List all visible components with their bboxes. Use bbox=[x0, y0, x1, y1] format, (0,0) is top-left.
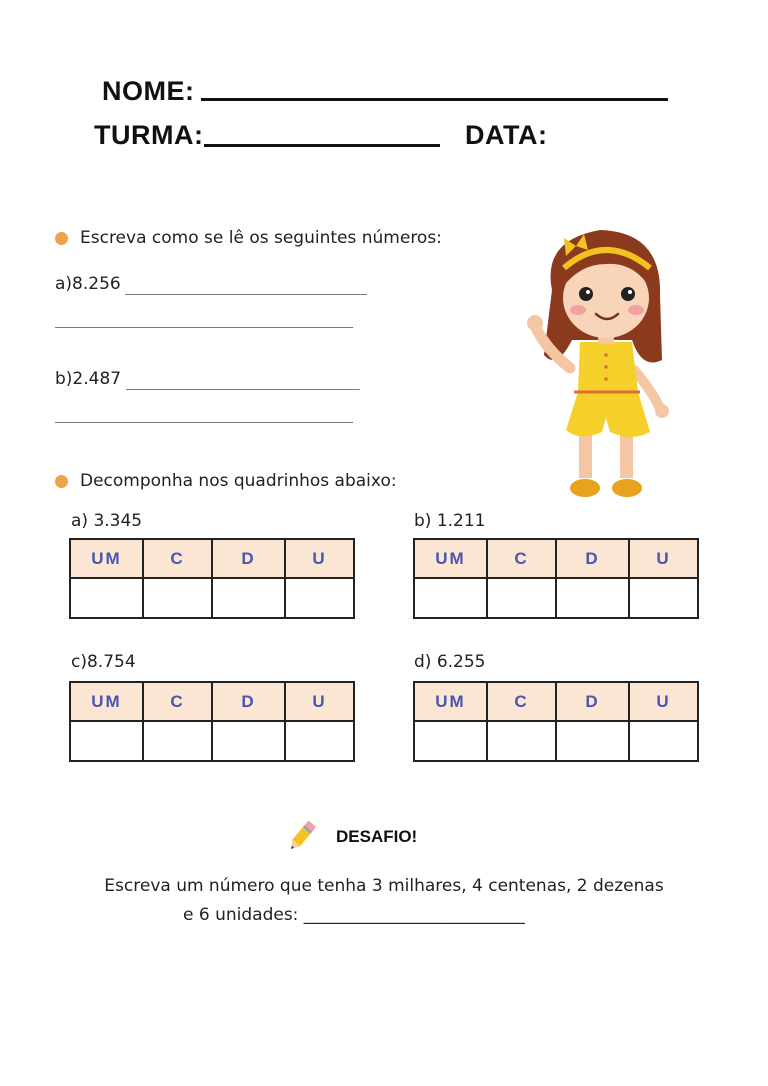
q1a-label: a)8.256 bbox=[55, 274, 121, 294]
answer-cell[interactable] bbox=[285, 578, 354, 618]
class-label: TURMA: bbox=[94, 120, 204, 150]
q2-instruction: Decomponha nos quadrinhos abaixo: bbox=[80, 471, 397, 491]
col-header-c: C bbox=[487, 682, 556, 721]
name-input-line[interactable] bbox=[201, 98, 668, 101]
col-header-um: UM bbox=[414, 682, 487, 721]
answer-cell[interactable] bbox=[143, 721, 212, 761]
answer-cell[interactable] bbox=[212, 721, 285, 761]
class-input-line[interactable] bbox=[204, 144, 440, 147]
name-label: NOME: bbox=[102, 76, 195, 106]
col-header-u: U bbox=[629, 682, 698, 721]
col-header-c: C bbox=[487, 539, 556, 578]
answer-cell[interactable] bbox=[487, 578, 556, 618]
answer-cell[interactable] bbox=[414, 578, 487, 618]
challenge-text-line-1: Escreva um número que tenha 3 milhares, 4 centenas, 2 dezenas bbox=[104, 876, 664, 896]
col-header-d: D bbox=[556, 539, 629, 578]
answer-cell[interactable] bbox=[414, 721, 487, 761]
col-header-um: UM bbox=[414, 539, 487, 578]
col-header-u: U bbox=[285, 539, 354, 578]
q2a-label: a) 3.345 bbox=[71, 511, 143, 531]
answer-cell[interactable] bbox=[629, 578, 698, 618]
answer-cell[interactable] bbox=[70, 578, 143, 618]
answer-cell[interactable] bbox=[212, 578, 285, 618]
answer-cell[interactable] bbox=[143, 578, 212, 618]
place-value-table-a bbox=[69, 538, 355, 619]
col-header-d: D bbox=[556, 682, 629, 721]
answer-cell[interactable] bbox=[556, 578, 629, 618]
challenge-title: DESAFIO! bbox=[336, 827, 418, 846]
date-label: DATA: bbox=[465, 120, 548, 150]
q1b-answer-line-2[interactable]: _____________________________________ bbox=[55, 405, 353, 423]
answer-cell[interactable] bbox=[556, 721, 629, 761]
col-header-u: U bbox=[285, 682, 354, 721]
q1a-answer-line-2[interactable]: _____________________________________ bbox=[55, 310, 353, 328]
answer-cell[interactable] bbox=[487, 721, 556, 761]
bullet-1 bbox=[55, 232, 68, 245]
q2d-label: d) 6.255 bbox=[414, 652, 486, 672]
col-header-u: U bbox=[629, 539, 698, 578]
q2b-label: b) 1.211 bbox=[414, 511, 486, 531]
place-value-table-b bbox=[413, 538, 699, 619]
col-header-um: UM bbox=[70, 682, 143, 721]
col-header-um: UM bbox=[70, 539, 143, 578]
answer-cell[interactable] bbox=[629, 721, 698, 761]
answer-cell[interactable] bbox=[285, 721, 354, 761]
q1b-label: b)2.487 bbox=[55, 369, 122, 389]
bullet-2 bbox=[55, 475, 68, 488]
q1-instruction: Escreva como se lê os seguintes números: bbox=[80, 228, 442, 248]
place-value-table-d bbox=[413, 681, 699, 762]
col-header-d: D bbox=[212, 682, 285, 721]
pencil-icon bbox=[284, 818, 320, 854]
girl-illustration bbox=[522, 220, 682, 510]
q1a-answer-line-1[interactable]: ______________________________ bbox=[125, 277, 366, 295]
answer-cell[interactable] bbox=[70, 721, 143, 761]
place-value-table-c bbox=[69, 681, 355, 762]
q1b-answer-line-1[interactable]: _____________________________ bbox=[126, 372, 359, 390]
challenge-text-line-2[interactable]: e 6 unidades: __________________________ bbox=[183, 905, 525, 925]
col-header-c: C bbox=[143, 539, 212, 578]
col-header-d: D bbox=[212, 539, 285, 578]
q2c-label: c)8.754 bbox=[71, 652, 136, 672]
col-header-c: C bbox=[143, 682, 212, 721]
